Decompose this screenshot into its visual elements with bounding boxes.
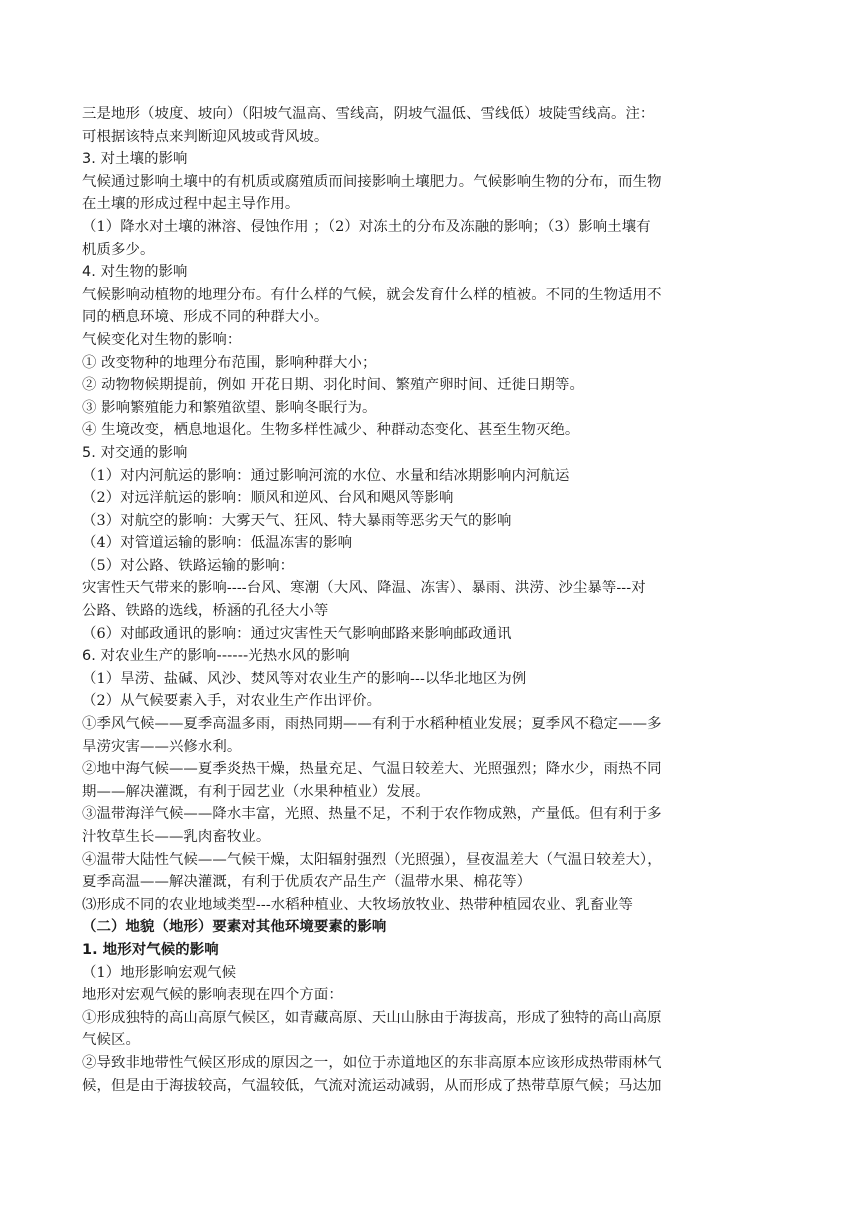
text-line: 可根据该特点来判断迎风坡或背风坡。 xyxy=(82,128,329,145)
section-heading: 5. 对交通的影响 xyxy=(82,444,188,461)
text-line: 候，但是由于海拔较高，气温较低，气流对流运动减弱，从而形成了热带草原气候；马达加 xyxy=(82,1077,662,1094)
list-item: （2）从气候要素入手，对农业生产作出评价。 xyxy=(82,693,382,710)
list-item: ③温带海洋气候——降水丰富，光照、热量不足，不利于农作物成熟，产量低。但有利于多 xyxy=(82,806,662,823)
text-line: 气候通过影响土壤中的有机质或腐殖质而间接影响土壤肥力。气候影响生物的分布，而生物 xyxy=(82,173,662,190)
text-line: 期——解决灌溉，有利于园艺业（水果种植业）发展。 xyxy=(82,783,430,800)
text-line: 同的栖息环境、形成不同的种群大小。 xyxy=(82,309,329,326)
list-item: （4）对管道运输的影响：低温冻害的影响 xyxy=(82,535,353,552)
text-line: 气候变化对生物的影响： xyxy=(82,331,242,348)
list-item: （1）旱涝、盐碱、风沙、焚风等对农业生产的影响---以华北地区为例 xyxy=(82,670,527,687)
list-item: ② 动物物候期提前，例如 开花日期、羽化时间、繁殖产卵时间、迁徙日期等。 xyxy=(82,377,585,394)
subsection-heading-bold: 1. 地形对气候的影响 xyxy=(82,941,219,958)
section-heading-bold: （二）地貌（地形）要素对其他环境要素的影响 xyxy=(82,919,387,936)
text-line: 在土壤的形成过程中起主导作用。 xyxy=(82,196,300,213)
section-heading: 6. 对农业生产的影响------光热水风的影响 xyxy=(82,648,350,665)
text-line: 地形对宏观气候的影响表现在四个方面： xyxy=(82,987,343,1004)
list-item: ①季风气候——夏季高温多雨，雨热同期——有利于水稻种植业发展；夏季风不稳定——多 xyxy=(82,716,662,733)
text-line: 气候区。 xyxy=(82,1032,140,1049)
list-item: （1）地形影响宏观气候 xyxy=(82,964,237,981)
document-page xyxy=(82,103,782,1097)
list-item: ②地中海气候——夏季炎热干燥，热量充足、气温日较差大、光照强烈；降水少，雨热不同 xyxy=(82,761,662,778)
section-heading: 4. 对生物的影响 xyxy=(82,264,188,281)
section-heading: 3. 对土壤的影响 xyxy=(82,151,188,168)
list-item: ④ 生境改变，栖息地退化。生物多样性减少、种群动态变化、甚至生物灭绝。 xyxy=(82,422,580,439)
list-item: ⑶形成不同的农业地域类型---水稻种植业、大牧场放牧业、热带种植园农业、乳畜业等 xyxy=(82,896,634,913)
list-item: （2）对远洋航运的影响：顺风和逆风、台风和飓风等影响 xyxy=(82,490,454,507)
text-line: 三是地形（坡度、坡向）（阳坡气温高、雪线高，阴坡气温低、雪线低）坡陡雪线高。注： xyxy=(82,106,655,122)
text-line: 汁牧草生长——乳肉畜牧业。 xyxy=(82,829,271,845)
list-item: ②导致非地带性气候区形成的原因之一，如位于赤道地区的东非高原本应该形成热带雨林气 xyxy=(82,1054,662,1071)
text-line: 夏季高温——解决灌溉，有利于优质农产品生产（温带水果、棉花等） xyxy=(82,874,532,891)
list-item: （6）对邮政通讯的影响：通过灾害性天气影响邮路来影响邮政通讯 xyxy=(82,625,512,642)
list-item: ① 改变物种的地理分布范围，影响种群大小； xyxy=(82,354,377,371)
text-line: 旱涝灾害——兴修水利。 xyxy=(82,738,242,755)
list-item: ③ 影响繁殖能力和繁殖欲望、影响冬眠行为。 xyxy=(82,399,377,416)
list-item: ④温带大陆性气候——气候干燥，太阳辐射强烈（光照强），昼夜温差大（气温日较差大）， xyxy=(82,851,662,868)
list-item: ①形成独特的高山高原气候区，如青藏高原、天山山脉由于海拔高，形成了独特的高山高原 xyxy=(82,1009,662,1026)
text-line: 气候影响动植物的地理分布。有什么样的气候，就会发育什么样的植被。不同的生物适用不 xyxy=(82,286,662,303)
list-item: （5）对公路、铁路运输的影响： xyxy=(82,557,295,574)
text-line: 公路、铁路的选线，桥涵的孔径大小等 xyxy=(82,603,329,620)
text-line: （1）降水对土壤的淋溶、侵蚀作用 ；（2）对冻土的分布及冻融的影响；（3）影响土壤有 xyxy=(82,218,651,235)
list-item: （1）对内河航运的影响：通过影响河流的水位、水量和结冰期影响内河航运 xyxy=(82,467,570,484)
list-item: （3）对航空的影响：大雾天气、狂风、特大暴雨等恶劣天气的影响 xyxy=(82,512,512,529)
text-line: 机质多少。 xyxy=(82,241,155,258)
text-line: 灾害性天气带来的影响----台风、寒潮（大风、降温、冻害）、暴雨、洪涝、沙尘暴等---对 xyxy=(82,580,646,597)
